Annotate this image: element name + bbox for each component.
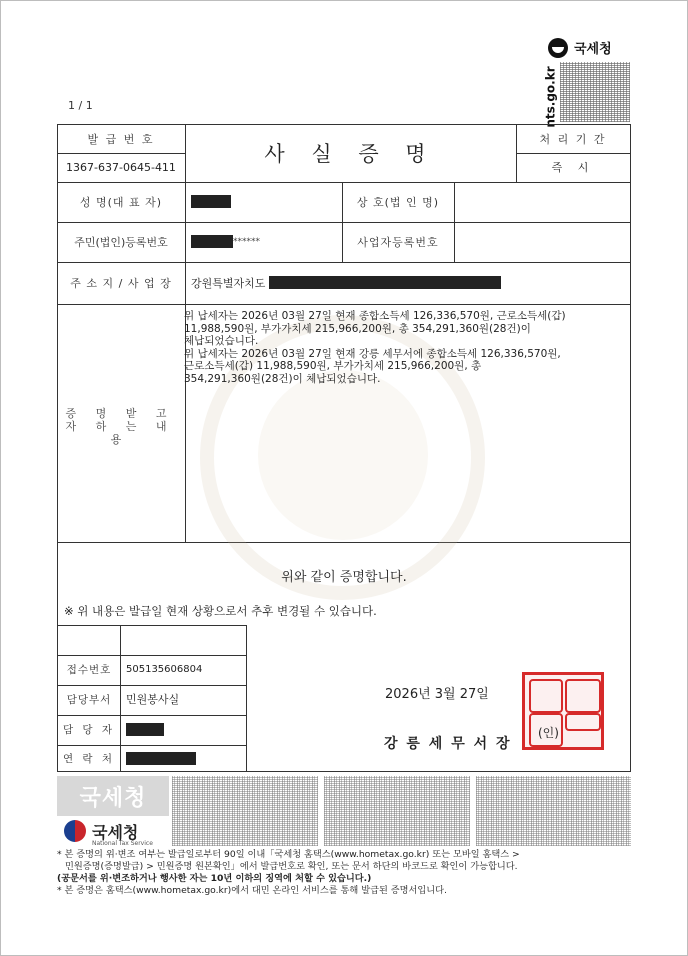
department-label: 담당부서 xyxy=(66,693,112,706)
issue-number-label: 발 급 번 호 xyxy=(87,133,155,146)
certificate-content xyxy=(184,310,624,385)
business-name-label: 상 호(법 인 명) xyxy=(356,195,440,209)
content-line: 위 납세자는 2026년 03월 27일 현재 강릉 세무서에 종합소득세 126,336,570원, xyxy=(184,347,561,360)
officer-value xyxy=(120,714,246,744)
nts-logo-english: National Tax Service xyxy=(92,840,153,847)
header-2d-barcode xyxy=(560,62,630,122)
nts-logo-korean: 국세청 xyxy=(92,823,139,842)
address-label: 주 소 지 / 사 업 장 xyxy=(70,276,172,290)
footer-notes xyxy=(57,849,637,897)
redacted-name xyxy=(191,195,231,208)
department-value: 민원봉사실 xyxy=(126,693,180,706)
barcode-1 xyxy=(172,776,318,846)
content-line: 체납되었습니다. xyxy=(184,335,259,347)
address-prefix: 강원특별자치도 xyxy=(191,276,266,290)
page-number: 1 / 1 xyxy=(68,99,93,112)
nts-emblem-icon xyxy=(548,38,568,58)
notice-statement: ※ 위 내용은 발급일 현재 상황으로서 추후 변경될 수 있습니다. xyxy=(64,604,377,618)
nts-url-vertical xyxy=(540,66,558,128)
business-reg-label: 사업자등록번호 xyxy=(357,235,439,249)
business-name-value xyxy=(454,182,630,221)
document-title: 사 실 증 명 xyxy=(264,142,436,166)
issue-date: 2026년 3월 27일 xyxy=(385,687,489,702)
name-value xyxy=(185,182,341,221)
content-line: 11,988,590원, 부가가치세 215,966,200원, 총 354,291,360원(28건)이 xyxy=(184,322,531,335)
content-label: 증 명 받 고 자 하 는 내 용 xyxy=(65,407,175,446)
footer-line: (공문서를 위·변조하거나 행사한 자는 10년 이하의 징역에 처할 수 있습니다.) xyxy=(57,873,372,884)
redacted-officer xyxy=(126,723,164,736)
issue-number-value: 1367-637-0645-411 xyxy=(66,160,176,174)
certify-statement: 위와 같이 증명합니다. xyxy=(281,570,407,585)
redacted-contact xyxy=(126,752,196,765)
divider xyxy=(58,304,631,305)
nts-header-logo-text: 국세청 xyxy=(574,42,612,57)
seal-glyph xyxy=(565,679,601,713)
contact-label: 연 락 처 xyxy=(62,752,116,765)
processing-period-label: 처 리 기 간 xyxy=(539,133,607,146)
processing-period-value: 즉 시 xyxy=(551,161,595,174)
footer-line: * 본 증명은 홈택스(www.hometax.go.kr)에서 대민 온라인 서비스를 통해 발급된 증명서입니다. xyxy=(57,885,447,896)
address-value xyxy=(185,262,630,303)
seal-glyph xyxy=(565,713,601,731)
footer-line: 민원증명(증명발급) > 민원증명 원본확인」에서 발급번호로 확인, 또는 문서 하단의 바코드로 확인이 가능합니다. xyxy=(65,861,518,872)
barcode-3 xyxy=(476,776,631,846)
content-line: 354,291,360원(28건)이 체납되었습니다. xyxy=(184,372,381,385)
taegeuk-emblem-icon xyxy=(64,820,86,842)
receipt-number-value: 505135606804 xyxy=(126,663,203,675)
divider xyxy=(246,625,247,772)
content-line: 위 납세자는 2026년 03월 27일 현재 종합소득세 126,336,570원, 근로소득세(갑) xyxy=(184,310,566,322)
redacted-resident-number xyxy=(191,235,233,248)
office-name: 강 릉 세 무 서 장 xyxy=(384,736,512,752)
resident-number-mask: ****** xyxy=(233,236,260,247)
business-reg-value xyxy=(454,222,630,261)
receipt-number-label: 접수번호 xyxy=(66,663,112,676)
name-label: 성 명(대 표 자) xyxy=(79,195,163,209)
officer-label: 담 당 자 xyxy=(62,723,116,736)
divider xyxy=(58,625,246,626)
resident-number-value xyxy=(185,222,341,261)
contact-value xyxy=(120,744,246,772)
official-seal xyxy=(522,672,604,750)
gray-nts-logo: 국세청 xyxy=(57,776,169,816)
barcode-2 xyxy=(324,776,470,846)
seal-glyph xyxy=(529,679,563,713)
redacted-address xyxy=(269,276,501,289)
footer-line: * 본 증명의 위·변조 여부는 발급일로부터 90일 이내「국세청 홈택스(www.hometax.go.kr) 또는 모바일 홈택스 > xyxy=(57,849,520,860)
seal-mark: (인) xyxy=(538,726,559,740)
content-line: 근로소득세(갑) 11,988,590원, 부가가치세 215,966,200원, 총 xyxy=(184,360,482,372)
nts-url-text: nts.go.kr xyxy=(543,66,558,128)
resident-number-label: 주민(법인)등록번호 xyxy=(74,235,168,249)
nts-header-logo xyxy=(548,36,628,58)
watermark-emblem xyxy=(258,370,428,540)
nts-bottom-logo xyxy=(64,820,174,850)
